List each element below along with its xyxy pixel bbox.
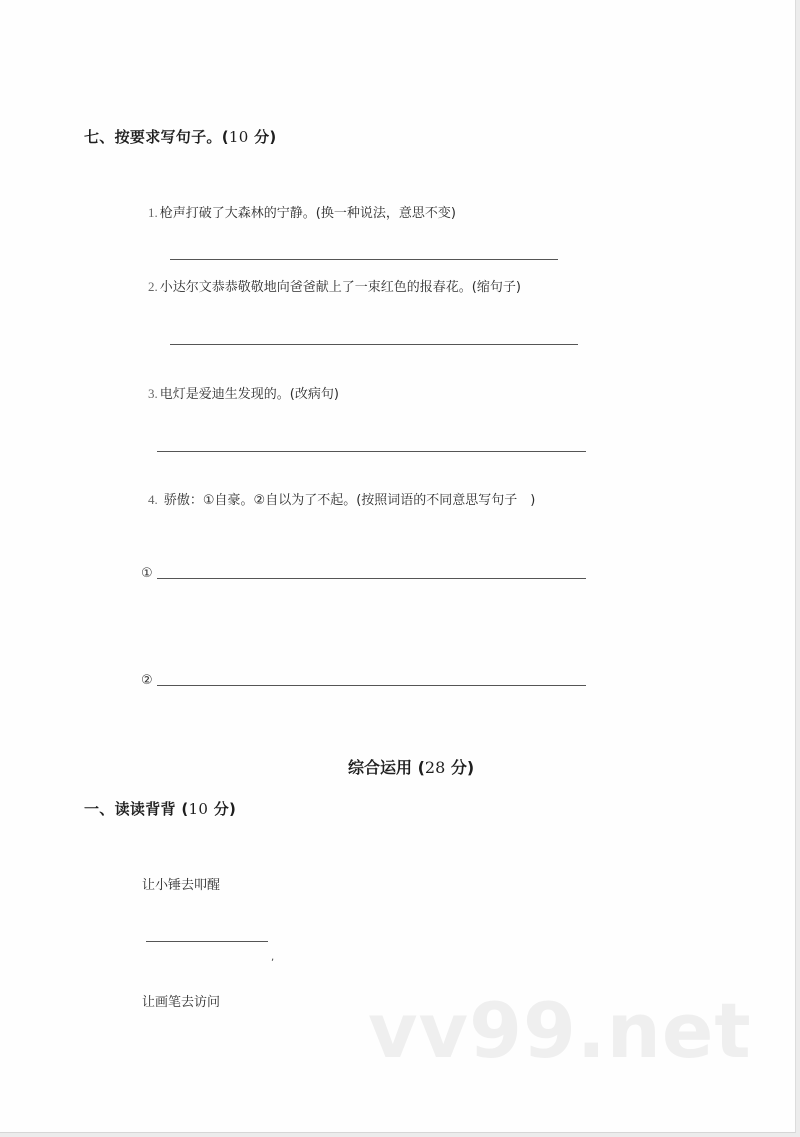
question-text: 小达尔文恭恭敬敬地向爸爸献上了一束红色的报春花。(缩句子)	[159, 280, 521, 295]
section-title-prefix: 一、读读背背 (	[84, 800, 189, 818]
question-4	[148, 489, 535, 508]
answer-line-1[interactable]	[170, 259, 558, 260]
part-heading-comprehensive-use	[348, 755, 474, 778]
section-title-rewrite-sentences	[84, 126, 277, 147]
section-title-suffix: 分)	[208, 800, 237, 818]
poem-line-1: 让小锤去叩醒	[142, 878, 221, 893]
answer-line-4b[interactable]	[157, 685, 586, 686]
question-number: 4.	[148, 492, 158, 507]
part-heading-suffix: 分)	[445, 758, 475, 777]
section-score: 10	[188, 800, 209, 818]
answer-line-4a[interactable]	[157, 578, 586, 579]
section-title-prefix: 七、按要求写句子。(	[84, 128, 229, 146]
part-heading-prefix: 综合运用 (	[348, 758, 425, 777]
answer-marker-1: ①	[141, 566, 153, 581]
question-1	[148, 202, 456, 221]
part-heading-score: 28	[424, 758, 446, 777]
question-text: 枪声打破了大森林的宁静。(换一种说法，意思不变)	[159, 206, 456, 221]
section-title-suffix: 分)	[248, 128, 277, 146]
question-text: 电灯是爱迪生发现的。(改病句)	[159, 387, 339, 402]
answer-line-2[interactable]	[170, 344, 578, 345]
watermark: vv99.net	[368, 986, 752, 1075]
poem-line-2: 让画笔去访问	[142, 995, 221, 1010]
section-score: 10	[228, 128, 249, 146]
answer-marker-2: ②	[141, 673, 153, 688]
answer-line-3[interactable]	[157, 451, 586, 452]
fill-blank-line[interactable]	[146, 941, 268, 942]
question-number: 1.	[148, 205, 158, 220]
section-title-read-recite	[84, 798, 236, 819]
question-3	[148, 383, 339, 402]
question-number: 2.	[148, 279, 158, 294]
question-2	[148, 276, 521, 295]
question-text: 骄傲：①自豪。②自以为了不起。(按照词语的不同意思写句子 )	[159, 493, 536, 508]
comma-mark: ,	[271, 952, 275, 963]
question-number: 3.	[148, 386, 158, 401]
